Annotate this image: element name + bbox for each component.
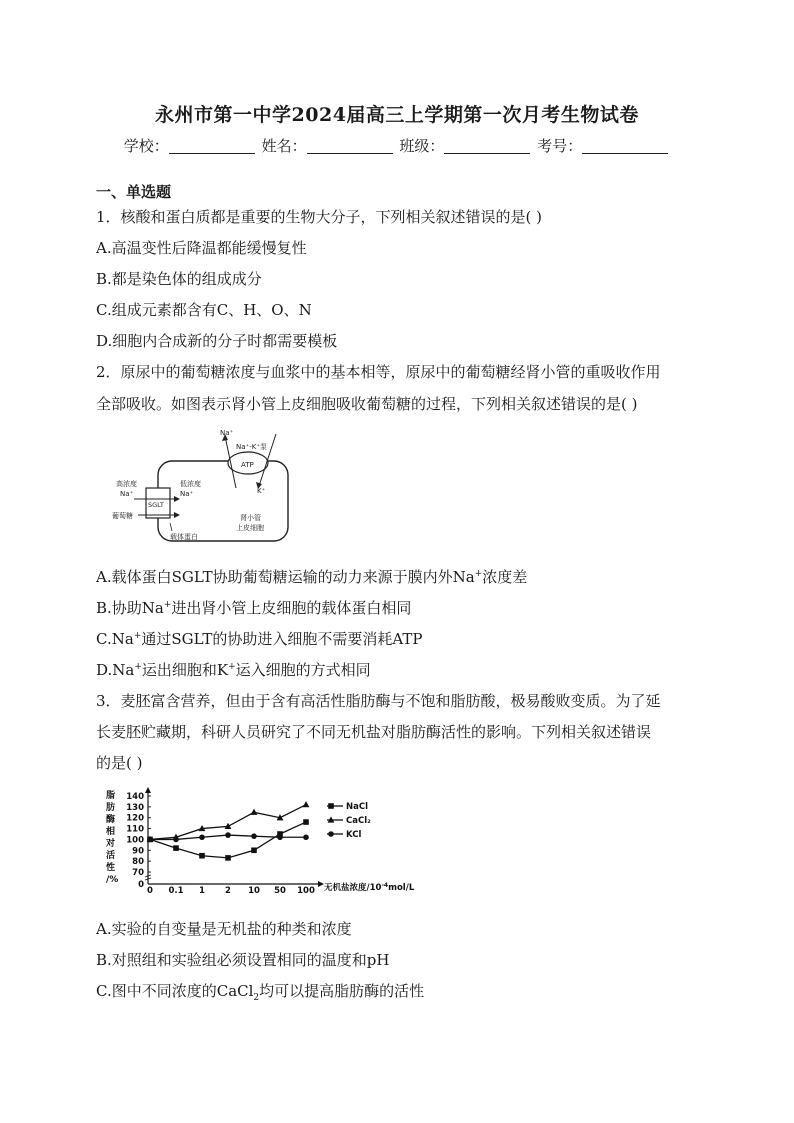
carrier-label: 载体蛋白	[170, 533, 198, 541]
x-axis-label: 无机盐浓度$/10^{-4}mol/L$	[324, 881, 415, 893]
q2-b-text: B.协助Na	[96, 599, 164, 617]
lipase-activity-chart	[100, 786, 445, 904]
y-tick-labels	[126, 792, 144, 890]
k-label: K⁺	[257, 487, 266, 495]
y-label-char: 活	[106, 851, 116, 861]
glucose-arrowhead	[174, 512, 180, 518]
section-heading: 一、单选题	[96, 183, 172, 201]
x-tick-label: 100	[297, 886, 315, 896]
legend-label: KCl	[346, 830, 362, 840]
q1-option-d: D.细胞内合成新的分子时都需要模板	[96, 332, 338, 350]
number-label: 考号：	[537, 137, 583, 155]
y-label-char: 对	[106, 839, 116, 849]
glucose-label: 葡萄糖	[112, 512, 133, 520]
q2-d-text: D.Na	[96, 661, 135, 679]
kcl-point	[147, 837, 153, 843]
school-label: 学校：	[123, 137, 169, 155]
low-conc-label: 低浓度	[180, 480, 201, 488]
cacl2-point	[251, 809, 258, 815]
page-title: 永州市第一中学2024届高三上学期第一次月考生物试卷	[155, 104, 639, 126]
q2-a-text: A.载体蛋白SGLT协助葡萄糖运输的动力来源于膜内外Na	[96, 568, 475, 586]
atp-label: ATP	[241, 461, 254, 469]
carrier-pointer	[170, 523, 172, 531]
q1-option-c: C.组成元素都含有C、H、O、N	[96, 301, 312, 319]
y-label-char: 脂	[106, 791, 116, 801]
kcl-point	[225, 832, 231, 838]
x-tick-label: 0.1	[168, 886, 184, 896]
q2-b-sup: +	[163, 600, 172, 610]
class-label: 班级：	[399, 137, 445, 155]
nacl-point	[251, 847, 257, 853]
q3-stem-line3: 的是( )	[96, 754, 143, 772]
kcl-point	[277, 834, 283, 840]
na-inner-label: Na⁺	[180, 490, 194, 498]
y-label-char: /%	[106, 875, 119, 885]
q2-stem-line2: 全部吸收。如图表示肾小管上皮细胞吸收葡萄糖的过程，下列相关叙述错误的是( )	[96, 395, 638, 413]
q2-c-sup: +	[133, 631, 142, 641]
x-tick-label: 1	[199, 886, 205, 896]
y-tick-label: 0	[138, 880, 144, 890]
q2-d-text-end: 运入细胞的方式相同	[235, 661, 371, 679]
q2-c-text: C.Na	[96, 630, 134, 648]
q3-stem-line2: 长麦胚贮藏期，科研人员研究了不同无机盐对脂肪酶活性的影响。下列相关叙述错误	[96, 723, 652, 741]
q1-option-b: B.都是染色体的组成成分	[96, 270, 262, 288]
q3-c-text: C.图中不同浓度的CaCl	[96, 982, 254, 1000]
q3-option-a: A.实验的自变量是无机盐的种类和浓度	[96, 920, 352, 938]
q2-a-text-end: 浓度差	[482, 568, 528, 586]
x-tick-label: 10	[248, 886, 260, 896]
nacl-point	[199, 853, 205, 859]
kidney-cell-diagram	[112, 428, 302, 548]
nacl-point	[303, 819, 309, 825]
y-tick-label: 80	[132, 857, 144, 868]
kcl-point	[303, 834, 309, 840]
x-tick-label: 2	[225, 886, 231, 896]
q3-option-b: B.对照组和实验组必须设置相同的温度和pH	[96, 951, 390, 969]
y-tick-label: 70	[132, 868, 144, 878]
q3-stem-line1: 3．麦胚富含营养，但由于含有高活性脂肪酶与不饱和脂肪酸，极易酸败变质。为了延	[96, 692, 661, 710]
q2-option-a	[96, 566, 527, 587]
y-tick-label: 120	[126, 813, 144, 824]
na-left-label: Na⁺	[120, 490, 134, 498]
kcl-point	[328, 831, 334, 837]
number-blank	[582, 139, 668, 154]
school-blank	[169, 139, 255, 154]
nacl-point	[173, 845, 179, 851]
kcl-point	[199, 834, 205, 840]
legend-label: NaCl	[346, 802, 369, 812]
y-tick-label: 100	[126, 835, 144, 846]
chart-series	[147, 801, 310, 861]
q1-stem: 1．核酸和蛋白质都是重要的生物大分子，下列相关叙述错误的是( )	[96, 208, 543, 226]
cell-label-line2: 上皮细胞	[236, 524, 264, 532]
y-tick-label: 90	[132, 846, 144, 857]
x-tick-label: 50	[274, 886, 286, 896]
q2-option-b	[96, 597, 411, 618]
chart-legend	[327, 802, 371, 840]
y-axis-arrowhead	[145, 787, 151, 793]
y-tick-label: 110	[126, 824, 144, 835]
q2-option-c	[96, 628, 422, 649]
y-label-char: 酶	[106, 815, 116, 825]
na-top-label: Na⁺	[220, 429, 234, 437]
x-tick-labels	[147, 886, 315, 896]
cacl2-point	[225, 823, 232, 829]
q3-option-c	[96, 980, 424, 1003]
q3-c-text-end: 均可以提高脂肪酶的活性	[259, 982, 425, 1000]
y-axis-label	[105, 789, 118, 885]
kcl-point	[251, 833, 257, 839]
class-blank	[444, 139, 530, 154]
high-conc-label: 高浓度	[116, 480, 137, 488]
q2-b-text-end: 进出肾小管上皮细胞的载体蛋白相同	[171, 599, 412, 617]
q1-option-a: A.高温变性后降温都能缓慢复性	[96, 239, 307, 257]
q2-a-sup: +	[474, 569, 483, 579]
name-blank	[307, 139, 393, 154]
x-tick-label: 0	[147, 886, 153, 896]
q2-d-sup2: +	[228, 662, 236, 672]
y-tick-label: 140	[126, 792, 144, 802]
nacl-point	[225, 855, 231, 861]
y-tick-label: 130	[126, 802, 144, 813]
q3-c-sub: 2	[253, 993, 260, 1003]
q2-d-sup: +	[134, 662, 142, 672]
student-info-row	[0, 135, 794, 156]
q2-stem-line1: 2．原尿中的葡萄糖浓度与血浆中的基本相等，原尿中的葡萄糖经肾小管的重吸收作用	[96, 363, 661, 381]
name-label: 姓名：	[261, 137, 307, 155]
y-label-char: 肪	[106, 803, 116, 813]
q2-option-d	[96, 659, 371, 680]
q2-c-text-end: 通过SGLT的协助进入细胞不需要消耗ATP	[141, 630, 423, 648]
y-label-char: 相	[106, 827, 116, 837]
cell-membrane	[158, 461, 288, 541]
sglt-label: SGLT	[148, 501, 164, 509]
cell-label-line1: 肾小管	[240, 514, 261, 522]
cacl2-point	[303, 801, 310, 807]
y-label-char: 性	[106, 863, 116, 873]
pump-label: Na⁺-K⁺泵	[236, 443, 268, 451]
legend-label: CaCl₂	[346, 816, 371, 826]
nacl-point	[328, 803, 334, 809]
q2-d-text-mid: 运出细胞和K	[141, 661, 229, 679]
kcl-point	[173, 837, 179, 843]
